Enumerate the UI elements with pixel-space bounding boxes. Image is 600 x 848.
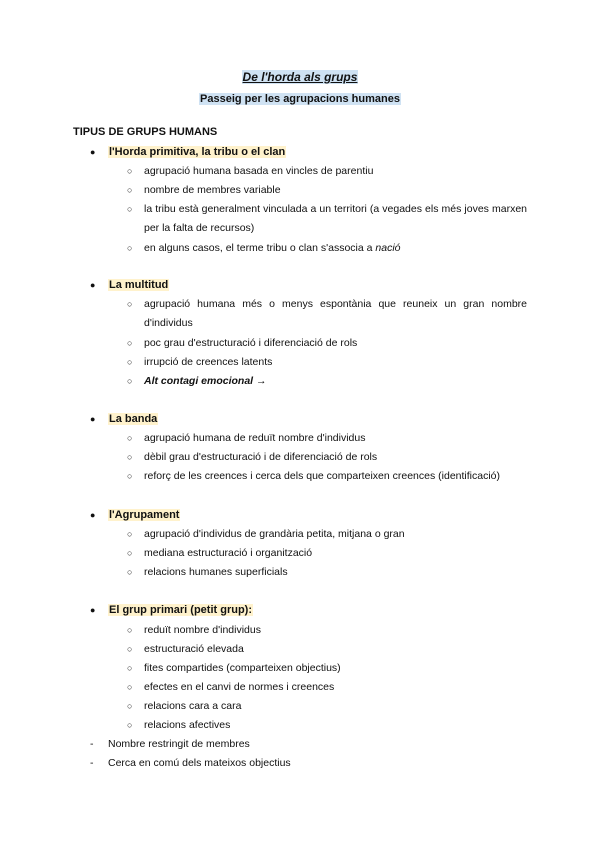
list-item: ○ fites compartides (comparteixen objectius) bbox=[127, 659, 527, 678]
list-item: ○ mediana estructuració i organització bbox=[127, 544, 527, 563]
circle-bullet-icon: ○ bbox=[127, 357, 133, 367]
list-item: ○ agrupació humana basada en vincles de parentiu bbox=[127, 162, 527, 181]
list-item: ○ agrupació humana més o menys espontània que reuneix un gran nombre d'individus bbox=[127, 295, 527, 333]
dash-icon: - bbox=[90, 738, 94, 750]
bullet-icon: ● bbox=[90, 605, 96, 615]
bullet-icon: ● bbox=[90, 147, 96, 157]
document-subtitle: Passeig per les agrupacions humanes bbox=[200, 93, 400, 105]
dash-item: - Cerca en comú dels mateixos objectius bbox=[90, 757, 291, 769]
list-item: ○ reforç de les creences i cerca dels que comparteixen creences (identificació) bbox=[127, 467, 527, 486]
circle-bullet-icon: ○ bbox=[127, 433, 133, 443]
circle-bullet-icon: ○ bbox=[127, 166, 133, 176]
bullet-icon: ● bbox=[90, 510, 96, 520]
circle-bullet-icon: ○ bbox=[127, 625, 133, 635]
circle-bullet-icon: ○ bbox=[127, 452, 133, 462]
list-item: ○ estructuració elevada bbox=[127, 640, 527, 659]
list-item: ○ agrupació humana de reduït nombre d'individus bbox=[127, 429, 527, 448]
circle-bullet-icon: ○ bbox=[127, 185, 133, 195]
circle-bullet-icon: ○ bbox=[127, 243, 133, 253]
circle-bullet-icon: ○ bbox=[127, 663, 133, 673]
list-item: ○ efectes en el canvi de normes i creences bbox=[127, 678, 527, 697]
circle-bullet-icon: ○ bbox=[127, 204, 133, 214]
group-heading-horda: ● l'Horda primitiva, la tribu o el clan bbox=[90, 146, 286, 158]
circle-bullet-icon: ○ bbox=[127, 567, 133, 577]
circle-bullet-icon: ○ bbox=[127, 338, 133, 348]
list-item: ○ agrupació d'individus de grandària petita, mitjana o gran bbox=[127, 525, 527, 544]
circle-bullet-icon: ○ bbox=[127, 644, 133, 654]
group-heading-banda: ● La banda bbox=[90, 413, 158, 425]
list-item: ○ en alguns casos, el terme tribu o clan s'associa a nació bbox=[127, 239, 527, 258]
list-item: ○ relacions afectives bbox=[127, 716, 527, 735]
section-heading: TIPUS DE GRUPS HUMANS bbox=[73, 126, 218, 138]
circle-bullet-icon: ○ bbox=[127, 548, 133, 558]
circle-bullet-icon: ○ bbox=[127, 471, 133, 481]
dash-icon: - bbox=[90, 757, 94, 769]
list-item: ○ Alt contagi emocional → bbox=[127, 372, 527, 391]
group-heading-grup-primari: ● El grup primari (petit grup): bbox=[90, 604, 252, 616]
circle-bullet-icon: ○ bbox=[127, 299, 133, 309]
circle-bullet-icon: ○ bbox=[127, 701, 133, 711]
group-heading-agrupament: ● l'Agrupament bbox=[90, 509, 180, 521]
document-title: De l'horda als grups bbox=[242, 70, 358, 84]
bullet-icon: ● bbox=[90, 414, 96, 424]
list-item: ○ reduït nombre d'individus bbox=[127, 621, 527, 640]
bullet-icon: ● bbox=[90, 280, 96, 290]
list-item: ○ relacions cara a cara bbox=[127, 697, 527, 716]
dash-item: - Nombre restringit de membres bbox=[90, 738, 250, 750]
list-item: ○ relacions humanes superficials bbox=[127, 563, 527, 582]
circle-bullet-icon: ○ bbox=[127, 682, 133, 692]
list-item: ○ irrupció de creences latents bbox=[127, 353, 527, 372]
group-heading-multitud: ● La multitud bbox=[90, 279, 169, 291]
list-item: ○ la tribu està generalment vinculada a un territori (a vegades els més joves marxen per la falta de recursos) bbox=[127, 200, 527, 238]
circle-bullet-icon: ○ bbox=[127, 720, 133, 730]
circle-bullet-icon: ○ bbox=[127, 529, 133, 539]
circle-bullet-icon: ○ bbox=[127, 376, 133, 386]
list-item: ○ nombre de membres variable bbox=[127, 181, 527, 200]
list-item: ○ dèbil grau d'estructuració i de diferenciació de rols bbox=[127, 448, 527, 467]
list-item: ○ poc grau d'estructuració i diferenciació de rols bbox=[127, 334, 527, 353]
